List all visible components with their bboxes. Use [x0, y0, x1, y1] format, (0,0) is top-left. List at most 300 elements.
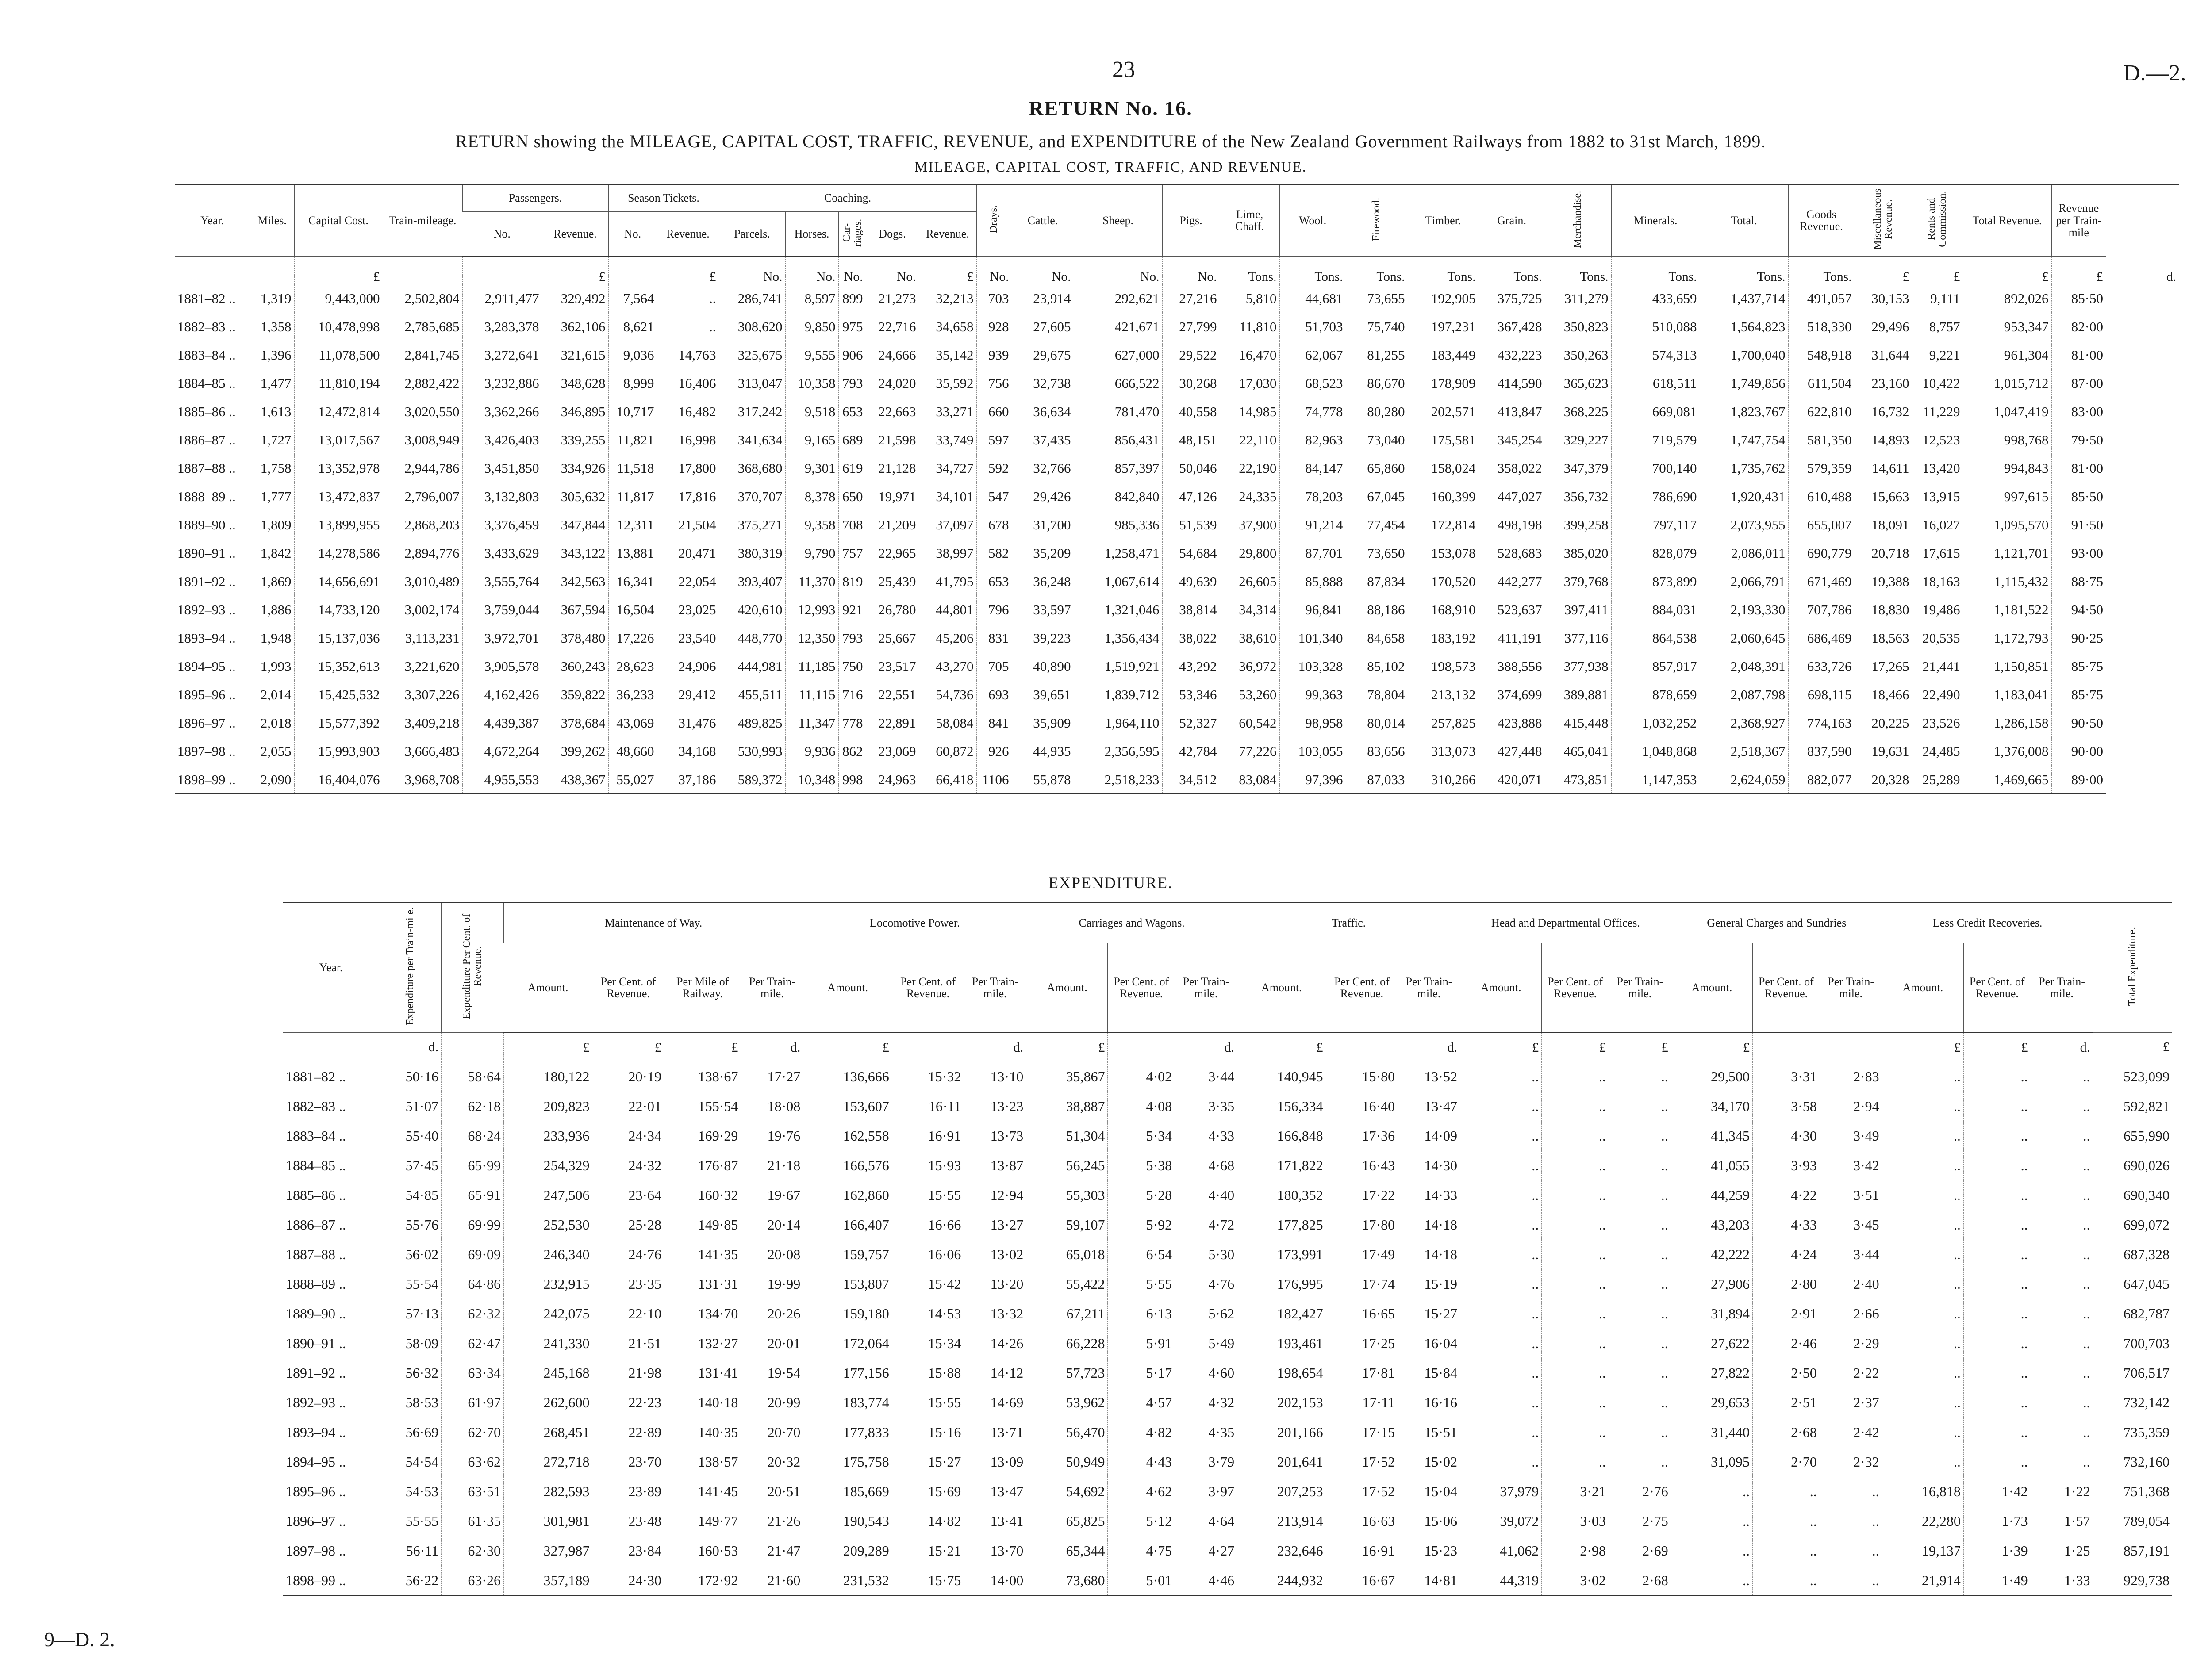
table-cell: 15·19: [1398, 1269, 1460, 1299]
table-cell: 660: [976, 398, 1012, 426]
unit-cell: £: [657, 256, 719, 284]
table-cell: 841: [976, 709, 1012, 737]
table-cell: 39,651: [1012, 681, 1074, 709]
table-cell: 313,073: [1408, 737, 1479, 766]
table-cell: ..: [1963, 1210, 2031, 1240]
expenditure-row: [283, 1418, 2172, 1447]
table-cell: 22,054: [657, 567, 719, 596]
table-cell: 3·02: [1542, 1566, 1609, 1595]
table-cell: 518,330: [1788, 313, 1855, 341]
table-cell: ..: [1542, 1388, 1609, 1418]
table-cell: 2·51: [1753, 1388, 1820, 1418]
table-cell: 73,650: [1346, 539, 1408, 567]
table-cell: 11,115: [785, 681, 838, 709]
table-cell: 24·76: [592, 1240, 664, 1269]
table-cell: 18,563: [1855, 624, 1912, 652]
row-year: 1896–97 ..: [177, 715, 236, 731]
table-cell: 3,008,949: [383, 426, 462, 454]
table-cell: 131·41: [664, 1358, 741, 1388]
table-cell: 13,915: [1912, 483, 1963, 511]
table-cell: 91,214: [1279, 511, 1346, 539]
col-misc-revenue: [1855, 184, 1912, 256]
table-cell: 56·11: [379, 1536, 442, 1566]
table-cell: 706,517: [2093, 1358, 2172, 1388]
table-cell: 368,680: [719, 454, 785, 483]
table-cell: 334,926: [542, 454, 608, 483]
table-cell: 698,115: [1788, 681, 1855, 709]
table-cell: 2,518,367: [1700, 737, 1788, 766]
table-cell: 3,113,231: [383, 624, 462, 652]
table-cell: 13·52: [1398, 1062, 1460, 1092]
table-cell: 857,397: [1074, 454, 1162, 483]
table-cell: 31,476: [657, 709, 719, 737]
table-cell: 80,280: [1346, 398, 1408, 426]
table-cell: 1,115,432: [1963, 567, 2051, 596]
table-cell: 50,046: [1162, 454, 1220, 483]
table-cell: ..: [1882, 1180, 1963, 1210]
table-cell: 9,221: [1912, 341, 1963, 369]
table-cell: 378,480: [542, 624, 608, 652]
unit-cell: £: [503, 1032, 592, 1062]
table-cell: 12,993: [785, 596, 838, 624]
table-cell: 9,036: [608, 341, 657, 369]
traffic-row-units-row: [175, 256, 2179, 284]
table-cell: 732,142: [2093, 1388, 2172, 1418]
table-cell: 13·87: [964, 1151, 1026, 1180]
table-cell: ..: [1963, 1062, 2031, 1092]
table-cell: 4·72: [1175, 1210, 1237, 1240]
row-year: 1898–99 ..: [283, 1566, 379, 1595]
credit-per-cent: Per Cent. of Revenue.: [1963, 943, 2031, 1033]
table-cell: 29,412: [657, 681, 719, 709]
table-cell: 3·31: [1753, 1062, 1820, 1092]
table-cell: 327,987: [503, 1536, 592, 1566]
table-cell: 31,894: [1671, 1299, 1752, 1329]
table-cell: 705: [976, 652, 1012, 681]
table-cell: 22,490: [1912, 681, 1963, 709]
table-cell: 5·01: [1108, 1566, 1175, 1595]
table-cell: 8,597: [785, 284, 838, 313]
table-cell: 350,263: [1545, 341, 1611, 369]
unit-cell: £: [294, 256, 383, 284]
unit-cell: No.: [719, 256, 785, 284]
table-cell: 4·40: [1175, 1180, 1237, 1210]
unit-cell: £: [1237, 1032, 1326, 1062]
table-cell: 20,718: [1855, 539, 1912, 567]
section-title-traffic: MILEAGE, CAPITAL COST, TRAFFIC, AND REVENUE.: [914, 159, 1307, 175]
table-cell: 68·24: [442, 1121, 504, 1151]
table-cell: 707,786: [1788, 596, 1855, 624]
row-year: 1898–99 ..: [175, 766, 250, 794]
table-cell: 17·11: [1326, 1388, 1398, 1418]
table-cell: 473,851: [1545, 766, 1611, 794]
table-cell: 3,451,850: [462, 454, 542, 483]
unit-cell: d.: [1398, 1032, 1460, 1062]
table-cell: 13·41: [964, 1506, 1026, 1536]
table-cell: 56·69: [379, 1418, 442, 1447]
table-cell: 1,747,754: [1700, 426, 1788, 454]
table-cell: 4·82: [1108, 1418, 1175, 1447]
expenditure-row: [283, 1536, 2172, 1566]
table-cell: 242,075: [503, 1299, 592, 1329]
table-cell: 2,090: [250, 766, 294, 794]
table-cell: 14·18: [1398, 1210, 1460, 1240]
table-cell: 21,128: [866, 454, 919, 483]
traffic-row: [175, 567, 2179, 596]
table-cell: 574,313: [1611, 341, 1700, 369]
unit-cell: £: [2093, 1032, 2172, 1062]
unit-cell: [250, 256, 294, 284]
table-cell: 20,535: [1912, 624, 1963, 652]
table-cell: 700,703: [2093, 1329, 2172, 1358]
table-cell: 16,470: [1220, 341, 1279, 369]
table-cell: 25,289: [1912, 766, 1963, 794]
table-cell: 647,045: [2093, 1269, 2172, 1299]
table-cell: 75,740: [1346, 313, 1408, 341]
table-cell: 690,026: [2093, 1151, 2172, 1180]
table-cell: 380,319: [719, 539, 785, 567]
table-cell: 14,893: [1855, 426, 1912, 454]
table-cell: 448,770: [719, 624, 785, 652]
table-cell: ..: [1963, 1447, 2031, 1477]
table-cell: 87,701: [1279, 539, 1346, 567]
table-cell: ..: [1882, 1092, 1963, 1121]
table-cell: 252,530: [503, 1210, 592, 1240]
table-cell: 97,396: [1279, 766, 1346, 794]
table-cell: 39,223: [1012, 624, 1074, 652]
table-cell: 22·89: [592, 1418, 664, 1447]
table-cell: 27,605: [1012, 313, 1074, 341]
table-cell: ..: [1671, 1566, 1752, 1595]
table-cell: 55,027: [608, 766, 657, 794]
table-cell: 5,810: [1220, 284, 1279, 313]
table-cell: 906: [838, 341, 866, 369]
table-cell: 653: [838, 398, 866, 426]
table-cell: 610,488: [1788, 483, 1855, 511]
table-cell: 735,359: [2093, 1418, 2172, 1447]
table-cell: 61·97: [442, 1388, 504, 1418]
table-cell: ..: [1460, 1299, 1541, 1329]
table-cell: 18,163: [1912, 567, 1963, 596]
table-cell: ..: [1671, 1477, 1752, 1506]
table-cell: 54,736: [919, 681, 976, 709]
table-cell: 3,002,174: [383, 596, 462, 624]
table-cell: 3,362,266: [462, 398, 542, 426]
table-cell: 3,905,578: [462, 652, 542, 681]
head-amount: Amount.: [1460, 943, 1541, 1033]
table-cell: 1,823,767: [1700, 398, 1788, 426]
table-cell: ..: [1460, 1447, 1541, 1477]
unit-cell: Tons.: [1479, 256, 1545, 284]
table-cell: 13,420: [1912, 454, 1963, 483]
table-cell: 781,470: [1074, 398, 1162, 426]
table-cell: 68,523: [1279, 369, 1346, 398]
table-cell: ..: [1963, 1418, 2031, 1447]
table-cell: 22,891: [866, 709, 919, 737]
unit-cell: £: [1026, 1032, 1108, 1062]
table-cell: ..: [1820, 1477, 1882, 1506]
table-cell: 5·62: [1175, 1299, 1237, 1329]
col-parcels: Parcels.: [719, 212, 785, 257]
table-cell: 491,057: [1788, 284, 1855, 313]
table-cell: 17·81: [1326, 1358, 1398, 1388]
traffic-row: [175, 624, 2179, 652]
table-cell: 140·35: [664, 1418, 741, 1447]
table-cell: 14,733,120: [294, 596, 383, 624]
table-cell: 378,684: [542, 709, 608, 737]
table-cell: 377,116: [1545, 624, 1611, 652]
table-cell: 18·08: [741, 1092, 803, 1121]
table-cell: 136,666: [803, 1062, 892, 1092]
table-cell: 329,492: [542, 284, 608, 313]
table-cell: 1·25: [2031, 1536, 2093, 1566]
table-cell: 166,848: [1237, 1121, 1326, 1151]
table-cell: ..: [1460, 1269, 1541, 1299]
table-cell: 732,160: [2093, 1447, 2172, 1477]
table-cell: 1·49: [1963, 1566, 2031, 1595]
table-cell: 14,656,691: [294, 567, 383, 596]
table-cell: 79·50: [2051, 426, 2106, 454]
table-cell: ..: [1542, 1358, 1609, 1388]
table-cell: 207,253: [1237, 1477, 1326, 1506]
row-year: 1881–82 ..: [286, 1069, 346, 1084]
table-cell: 5·30: [1175, 1240, 1237, 1269]
table-cell: 15·51: [1398, 1418, 1460, 1447]
table-cell: 921: [838, 596, 866, 624]
table-cell: 43,203: [1671, 1210, 1752, 1240]
table-cell: 14·53: [892, 1299, 964, 1329]
table-cell: ..: [1542, 1092, 1609, 1121]
table-cell: 14·00: [964, 1566, 1026, 1595]
table-cell: 14,985: [1220, 398, 1279, 426]
table-cell: 21·98: [592, 1358, 664, 1388]
table-cell: 13·10: [964, 1062, 1026, 1092]
table-cell: 9,936: [785, 737, 838, 766]
row-year: 1897–98 ..: [177, 743, 236, 759]
carr-per-cent: Per Cent. of Revenue.: [1108, 943, 1175, 1033]
unit-cell: Tons.: [1220, 256, 1279, 284]
table-cell: 433,659: [1611, 284, 1700, 313]
unit-cell: No.: [1074, 256, 1162, 284]
traffic-row: [175, 483, 2179, 511]
unit-cell: d.: [2106, 256, 2179, 284]
row-year: 1883–84 ..: [286, 1128, 346, 1144]
table-cell: 857,917: [1611, 652, 1700, 681]
table-cell: 5·38: [1108, 1151, 1175, 1180]
table-cell: 339,255: [542, 426, 608, 454]
table-cell: ..: [1609, 1358, 1671, 1388]
table-cell: 1,358: [250, 313, 294, 341]
unit-cell: d.: [2031, 1032, 2093, 1062]
table-cell: 21·51: [592, 1329, 664, 1358]
table-cell: 414,590: [1479, 369, 1545, 398]
table-cell: 20,225: [1855, 709, 1912, 737]
unit-cell: [462, 256, 542, 284]
table-cell: 58,084: [919, 709, 976, 737]
table-cell: 57,723: [1026, 1358, 1108, 1388]
table-cell: ..: [1542, 1299, 1609, 1329]
table-cell: 78,203: [1279, 483, 1346, 511]
table-cell: 4·64: [1175, 1506, 1237, 1536]
table-cell: 65,018: [1026, 1240, 1108, 1269]
table-cell: 899: [838, 284, 866, 313]
unit-cell: [283, 1032, 379, 1062]
table-cell: 375,725: [1479, 284, 1545, 313]
table-cell: 11,185: [785, 652, 838, 681]
table-cell: 35,909: [1012, 709, 1074, 737]
table-cell: 2·42: [1820, 1418, 1882, 1447]
table-cell: 11,821: [608, 426, 657, 454]
col-carriages: [838, 212, 866, 257]
table-cell: 14·81: [1398, 1566, 1460, 1595]
row-year: 1893–94 ..: [177, 630, 236, 646]
table-cell: 548,918: [1788, 341, 1855, 369]
table-cell: 633,726: [1788, 652, 1855, 681]
table-cell: 47,126: [1162, 483, 1220, 511]
table-cell: 11,229: [1912, 398, 1963, 426]
table-cell: 41,055: [1671, 1151, 1752, 1180]
table-cell: 69·09: [442, 1240, 504, 1269]
exp-col-total: [2093, 903, 2172, 1032]
table-cell: 77,226: [1220, 737, 1279, 766]
row-year: 1894–95 ..: [286, 1454, 346, 1470]
table-cell: 21,504: [657, 511, 719, 539]
table-cell: 1·57: [2031, 1506, 2093, 1536]
table-cell: 370,707: [719, 483, 785, 511]
table-cell: 9,301: [785, 454, 838, 483]
col-horses: Horses.: [785, 212, 838, 257]
unit-cell: [608, 256, 657, 284]
table-cell: 699,072: [2093, 1210, 2172, 1240]
table-cell: 91·50: [2051, 511, 2106, 539]
table-cell: 60,872: [919, 737, 976, 766]
maint-per-mile: Per Mile of Railway.: [664, 943, 741, 1033]
table-cell: 2·66: [1820, 1299, 1882, 1329]
table-cell: 12,311: [608, 511, 657, 539]
table-cell: 359,822: [542, 681, 608, 709]
table-cell: 4·57: [1108, 1388, 1175, 1418]
expenditure-row: [283, 1566, 2172, 1595]
table-cell: 80,014: [1346, 709, 1408, 737]
table-cell: 856,431: [1074, 426, 1162, 454]
table-cell: 37,186: [657, 766, 719, 794]
col-dogs: Dogs.: [866, 212, 919, 257]
traffic-row: [175, 426, 2179, 454]
table-cell: 19·99: [741, 1269, 803, 1299]
table-cell: 20,328: [1855, 766, 1912, 794]
table-cell: 13·09: [964, 1447, 1026, 1477]
table-cell: 25,439: [866, 567, 919, 596]
table-cell: ..: [1963, 1299, 2031, 1329]
table-cell: 3,307,226: [383, 681, 462, 709]
table-cell: 213,132: [1408, 681, 1479, 709]
table-cell: 20·99: [741, 1388, 803, 1418]
table-cell: 49,639: [1162, 567, 1220, 596]
table-cell: 4·76: [1175, 1269, 1237, 1299]
table-cell: 44,319: [1460, 1566, 1541, 1595]
table-cell: 19·67: [741, 1180, 803, 1210]
table-cell: 831: [976, 624, 1012, 652]
table-cell: 884,031: [1611, 596, 1700, 624]
table-cell: 997,615: [1963, 483, 2051, 511]
table-cell: 15·69: [892, 1477, 964, 1506]
table-cell: 36,233: [608, 681, 657, 709]
table-cell: 23·89: [592, 1477, 664, 1506]
table-cell: 132·27: [664, 1329, 741, 1358]
table-cell: 172,064: [803, 1329, 892, 1358]
table-cell: 57·45: [379, 1151, 442, 1180]
table-cell: 17·49: [1326, 1240, 1398, 1269]
table-cell: 411,191: [1479, 624, 1545, 652]
table-cell: 11,817: [608, 483, 657, 511]
table-cell: ..: [2031, 1269, 2093, 1299]
col-minerals: Minerals.: [1611, 184, 1700, 256]
table-cell: 268,451: [503, 1418, 592, 1447]
table-cell: 5·28: [1108, 1180, 1175, 1210]
table-cell: 13·27: [964, 1210, 1026, 1240]
table-cell: 54·85: [379, 1180, 442, 1210]
row-year: 1882–83 ..: [177, 319, 236, 335]
table-cell: 321,615: [542, 341, 608, 369]
table-cell: 1,469,665: [1963, 766, 2051, 794]
table-cell: 16,732: [1855, 398, 1912, 426]
table-cell: 2·69: [1609, 1536, 1671, 1566]
table-cell: 1,095,570: [1963, 511, 2051, 539]
row-year: 1897–98 ..: [286, 1543, 346, 1559]
table-cell: 3·79: [1175, 1447, 1237, 1477]
table-cell: 1,809: [250, 511, 294, 539]
table-cell: 67,211: [1026, 1299, 1108, 1329]
table-cell: 17,226: [608, 624, 657, 652]
table-cell: ..: [1882, 1447, 1963, 1477]
table-cell: ..: [2031, 1180, 2093, 1210]
table-cell: 953,347: [1963, 313, 2051, 341]
table-cell: 15·84: [1398, 1358, 1460, 1388]
table-cell: 666,522: [1074, 369, 1162, 398]
table-cell: ..: [1963, 1240, 2031, 1269]
table-cell: 140,945: [1237, 1062, 1326, 1092]
table-cell: 201,166: [1237, 1418, 1326, 1447]
table-cell: 5·55: [1108, 1269, 1175, 1299]
row-year: 1883–84 ..: [177, 347, 236, 363]
table-cell: 8,378: [785, 483, 838, 511]
table-cell: 9,850: [785, 313, 838, 341]
table-cell: 241,330: [503, 1329, 592, 1358]
table-cell: 67,045: [1346, 483, 1408, 511]
row-year: 1889–90 ..: [286, 1306, 346, 1322]
table-cell: 2,624,059: [1700, 766, 1788, 794]
table-cell: 579,359: [1788, 454, 1855, 483]
table-cell: 35,867: [1026, 1062, 1108, 1092]
unit-cell: £: [1855, 256, 1912, 284]
table-cell: 20·14: [741, 1210, 803, 1240]
row-year: 1884–85 ..: [177, 375, 236, 391]
table-cell: 1,839,712: [1074, 681, 1162, 709]
table-cell: 4,162,426: [462, 681, 542, 709]
table-cell: 308,620: [719, 313, 785, 341]
unit-cell: [175, 256, 250, 284]
table-cell: 2·75: [1609, 1506, 1671, 1536]
table-cell: 17,030: [1220, 369, 1279, 398]
table-cell: 994,843: [1963, 454, 2051, 483]
table-cell: 37,097: [919, 511, 976, 539]
table-cell: 34,658: [919, 313, 976, 341]
unit-cell: d.: [964, 1032, 1026, 1062]
table-cell: 175,758: [803, 1447, 892, 1477]
table-cell: 257,825: [1408, 709, 1479, 737]
table-cell: 41,795: [919, 567, 976, 596]
table-cell: 282,593: [503, 1477, 592, 1506]
